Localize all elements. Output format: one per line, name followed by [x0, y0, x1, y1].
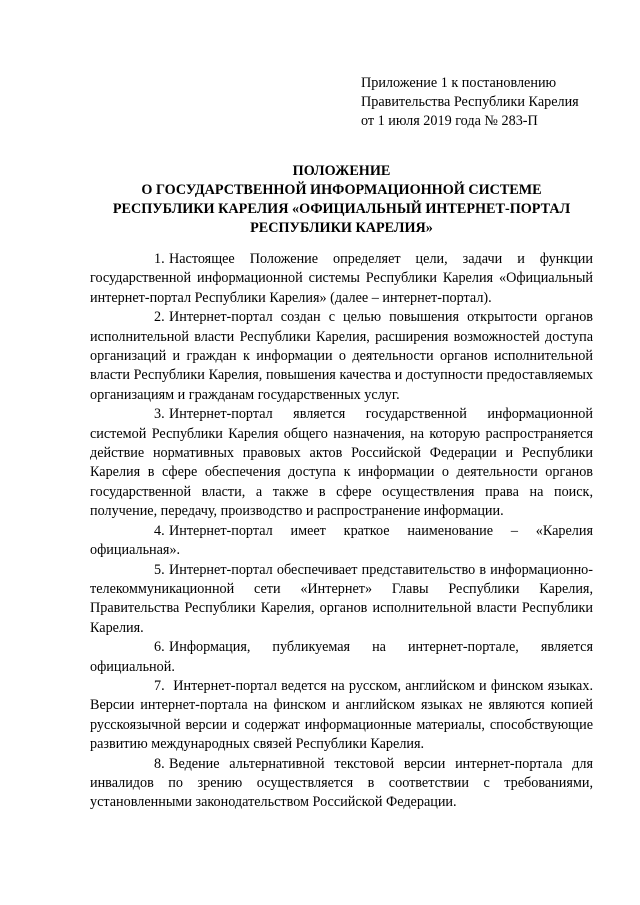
- paragraph-number: 4.: [154, 522, 165, 539]
- appendix-line-1: Приложение 1 к постановлению: [361, 75, 557, 91]
- appendix-note: [361, 74, 621, 131]
- paragraph-8: [90, 755, 593, 813]
- document-title: [90, 162, 593, 238]
- paragraph-4: [90, 522, 593, 561]
- paragraph-text: Интернет-портал обеспечивает представительство в информационно-телекоммуникационной сети «Интернет» Главы Республики Карелия, Правительства Республики Карелия, органов исполнительной власти Республики Карелия.: [90, 561, 593, 636]
- paragraph-text: Ведение альтернативной текстовой версии интернет-портала для инвалидов по зрению осуществляется в соответствии с требованиями, установленными законодательством Российской Федерации.: [90, 755, 593, 811]
- paragraph-number: 8.: [154, 755, 165, 772]
- paragraph-number: 1.: [154, 251, 165, 267]
- paragraph-text: Интернет-портал является государственной информационной системой Республики Карелия общего назначения, на которую распространяется действие нормативных правовых актов Российской Федерации и Республики Карелия в сфере обеспечения доступа к информации о деятельности органов государственной власти, а также в сфере осуществления права на поиск, получение, передачу, производство и распространение информации.: [90, 406, 593, 520]
- appendix-line-3: от 1 июля 2019 года № 283-П: [361, 113, 538, 129]
- title-line-3: РЕСПУБЛИКИ КАРЕЛИЯ «ОФИЦИАЛЬНЫЙ ИНТЕРНЕТ-ПОРТАЛ: [112, 201, 571, 217]
- paragraph-number: 2.: [154, 309, 165, 326]
- paragraph-number: 7.: [154, 677, 165, 694]
- paragraph-number: 6.: [154, 639, 165, 656]
- document-body: [90, 250, 593, 813]
- paragraph-7: [90, 677, 593, 755]
- paragraph-6: [90, 638, 593, 677]
- paragraph-3: [90, 405, 593, 521]
- paragraph-text: Настоящее Положение определяет цели, задачи и функции государственной информационной системы Республики Карелия «Официальный интернет-портал Республики Карелия» (далее – интернет-портал).: [90, 251, 593, 306]
- paragraph-text: Интернет-портал создан с целью повышения открытости органов исполнительной власти Республики Карелия, расширения возможностей доступа организаций и граждан к информации о деятельности органов исполнительной власти Республики Карелия, повышения качества и доступности предоставляемых организациям и гражданам государственных услуг.: [90, 309, 593, 403]
- paragraph-text: Интернет-портал имеет краткое наименование – «Карелия официальная».: [90, 522, 593, 559]
- paragraph-text: Интернет-портал ведется на русском, английском и финском языках. Версии интернет-портала на финском и английском языках не являются копией русскоязычной версии и содержат информационные материалы, способствующие развитию международных связей Республики Карелия.: [90, 677, 593, 753]
- paragraph-2: [90, 308, 593, 405]
- title-line-4: РЕСПУБЛИКИ КАРЕЛИЯ»: [250, 220, 433, 236]
- paragraph-number: 5.: [154, 561, 165, 578]
- title-line-1: ПОЛОЖЕНИЕ: [292, 163, 391, 179]
- appendix-line-2: Правительства Республики Карелия: [361, 94, 579, 110]
- paragraph-1: [90, 250, 593, 308]
- title-line-2: О ГОСУДАРСТВЕННОЙ ИНФОРМАЦИОННОЙ СИСТЕМЕ: [141, 182, 542, 198]
- paragraph-text: Информация, публикуемая на интернет-портале, является официальной.: [90, 639, 593, 675]
- paragraph-number: 3.: [154, 406, 165, 423]
- paragraph-5: [90, 561, 593, 639]
